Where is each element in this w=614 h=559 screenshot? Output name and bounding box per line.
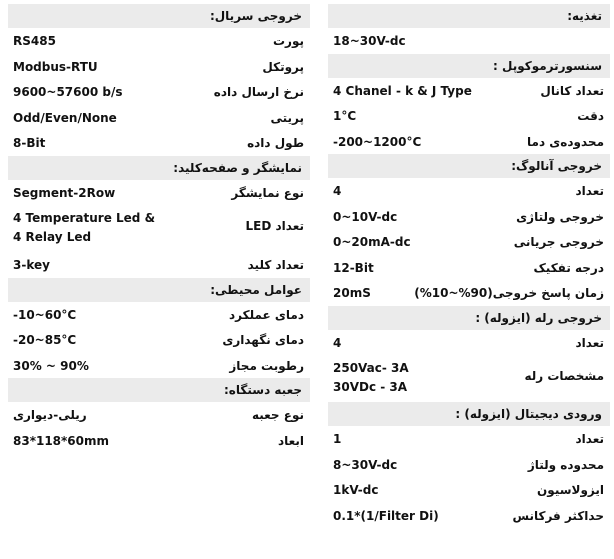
spec-label: تعداد کانال (540, 83, 604, 98)
spec-label: دقت (577, 109, 604, 123)
spec-value: 4 (333, 335, 342, 350)
spec-row (8, 302, 310, 328)
spec-row (328, 255, 610, 281)
section-header: خروجی سریال: (8, 4, 310, 28)
section-header: نمایشگر و صفحه‌کلید: (8, 156, 310, 180)
spec-row (8, 180, 310, 206)
section-header: عوامل محیطی: (8, 278, 310, 302)
spec-label: درجه تفکیک (533, 260, 604, 275)
section-header: خروجی آنالوگ: (328, 154, 610, 178)
spec-label: ایزولاسیون (537, 483, 604, 497)
spec-value: 3-key (13, 258, 50, 272)
spec-value: RS485 (13, 34, 56, 48)
spec-label: حداکثر فرکانس (512, 508, 604, 523)
spec-label: تعداد (575, 184, 604, 198)
spec-row (328, 426, 610, 452)
spec-row (328, 78, 610, 104)
spec-value: 18~30V-dc (333, 34, 406, 48)
spec-label: تعداد LED (245, 219, 304, 233)
spec-row (8, 79, 310, 105)
section-header: ورودی دیجیتال (ایزوله) : (328, 402, 610, 426)
left-spec-column (8, 4, 310, 453)
spec-value: 0~20mA-dc (333, 235, 411, 249)
spec-value: 4 Chanel - k & J Type (333, 83, 472, 98)
spec-row (8, 205, 310, 252)
spec-value: 12-Bit (333, 260, 374, 275)
spec-label: دمای عملکرد (228, 307, 304, 322)
spec-value: 20mS (333, 286, 371, 300)
section-header: جعبه دستگاه: (8, 378, 310, 402)
spec-row (8, 54, 310, 80)
spec-value: 1 (333, 432, 342, 446)
spec-label: محدوده‌ی دما (527, 134, 604, 149)
spec-value: 0.1*(1/Filter Di) (333, 508, 439, 523)
spec-row (328, 103, 610, 129)
spec-label: خروجی ولتاژی (516, 209, 604, 224)
spec-value: ریلی-دیواری (13, 408, 87, 422)
spec-value: 1°C (333, 109, 357, 123)
spec-row (328, 477, 610, 503)
spec-value: 250Vac- 3A 30VDc - 3A (333, 361, 409, 394)
spec-label: پورت (273, 34, 304, 48)
spec-row (328, 178, 610, 204)
spec-label: نوع نمایشگر (231, 185, 304, 200)
spec-value: 4 (333, 184, 342, 198)
spec-row (8, 327, 310, 353)
spec-value: -200~1200°C (333, 134, 422, 149)
spec-label: تعداد (575, 335, 604, 350)
spec-row (8, 105, 310, 131)
spec-row (328, 204, 610, 230)
right-spec-column (328, 4, 610, 528)
spec-label: محدوده ولتاژ (527, 457, 604, 472)
spec-row (8, 402, 310, 428)
spec-label: مشخصات رله (524, 369, 604, 383)
spec-row (328, 503, 610, 529)
spec-label: تعداد (575, 432, 604, 446)
spec-label: ابعاد (277, 433, 304, 448)
spec-label: دمای نگهداری (222, 333, 304, 347)
spec-value: 1kV-dc (333, 483, 379, 497)
spec-value: 30% ~ 90% (13, 358, 89, 373)
spec-value: 9600~57600 b/s (13, 85, 123, 99)
spec-row (328, 28, 610, 54)
spec-value: 8~30V-dc (333, 457, 398, 472)
spec-row (8, 428, 310, 454)
spec-value: 0~10V-dc (333, 209, 398, 224)
spec-value: -20~85°C (13, 333, 77, 347)
spec-label: زمان پاسخ خروجی(90%~10%) (414, 286, 604, 300)
spec-row (8, 252, 310, 278)
spec-label: نرخ ارسال داده (213, 85, 304, 99)
spec-value: -10~60°C (13, 307, 77, 322)
spec-label: رطوبت مجاز (229, 358, 304, 373)
spec-value: Modbus-RTU (13, 59, 98, 74)
spec-label: تعداد کلید (247, 258, 304, 272)
spec-label: نوع جعبه (251, 408, 304, 422)
spec-row (8, 130, 310, 156)
spec-row (328, 330, 610, 356)
spec-value: Odd/Even/None (13, 110, 117, 125)
spec-row (328, 229, 610, 255)
spec-row (8, 353, 310, 379)
spec-row (328, 355, 610, 402)
spec-label: خروجی جریانی (513, 235, 604, 249)
spec-label: پروتکل (262, 59, 304, 74)
spec-value: 83*118*60mm (13, 433, 110, 448)
spec-row (328, 452, 610, 478)
spec-label: پریتی (270, 110, 304, 125)
section-header: سنسورترموکوپل : (328, 54, 610, 78)
spec-value: Segment-2Row (13, 185, 116, 200)
spec-value: 4 Temperature Led & 4 Relay Led (13, 211, 156, 244)
section-header: تغذیه: (328, 4, 610, 28)
spec-row (328, 280, 610, 306)
spec-row (328, 129, 610, 155)
spec-row (8, 28, 310, 54)
section-header: خروجی رله (ایزوله) : (328, 306, 610, 330)
spec-value: 8-Bit (13, 136, 46, 150)
spec-label: طول داده (247, 136, 304, 150)
